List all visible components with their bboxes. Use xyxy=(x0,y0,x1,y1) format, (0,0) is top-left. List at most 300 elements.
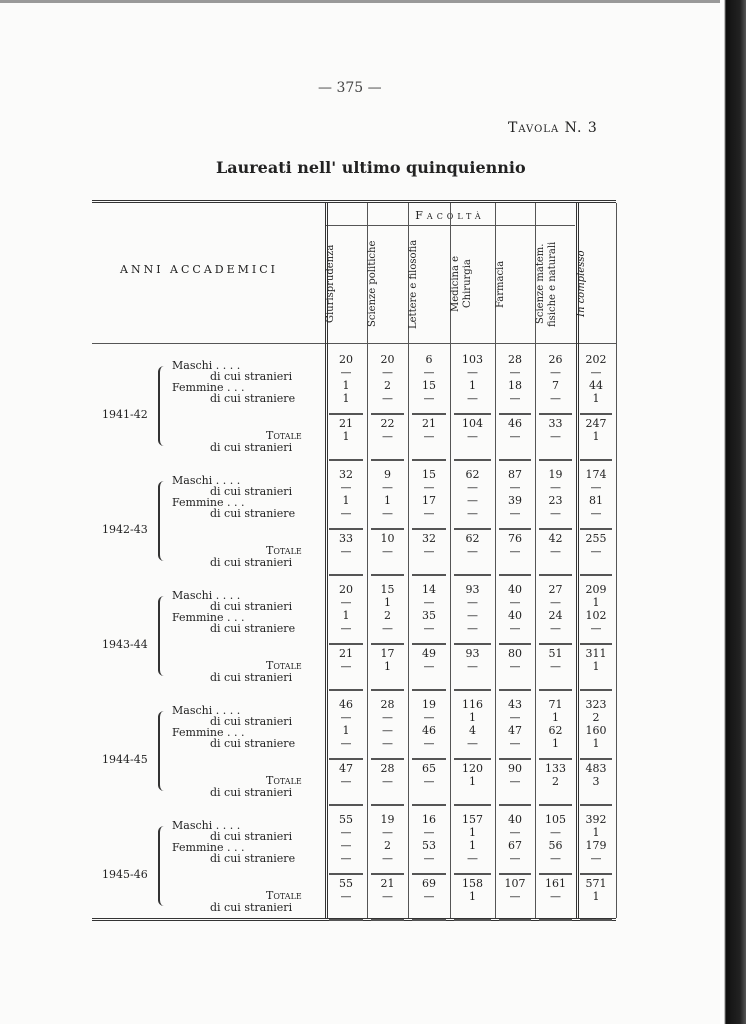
total-cell: 311 xyxy=(585,647,607,660)
academic-year: 1943-44 xyxy=(102,638,148,651)
row-label-total: Totale xyxy=(266,429,302,442)
table-cell: — xyxy=(590,622,602,635)
table-cell: 35 xyxy=(422,609,436,622)
total-cell: 483 xyxy=(585,762,607,775)
divider xyxy=(499,689,531,691)
academic-year: 1941-42 xyxy=(102,408,148,421)
table-cell: 323 xyxy=(585,698,607,711)
row-label-m: Maschi . . . . xyxy=(172,589,241,602)
divider xyxy=(454,643,491,645)
divider xyxy=(412,574,446,576)
total-cell: 93 xyxy=(465,647,480,660)
total-cell: 1 xyxy=(342,430,350,443)
divider xyxy=(329,574,363,576)
total-cell: 158 xyxy=(462,877,483,890)
table-cell: 7 xyxy=(552,379,559,392)
divider xyxy=(539,804,572,806)
table-cell: — xyxy=(382,826,393,839)
divider xyxy=(539,574,572,576)
divider xyxy=(371,919,404,921)
table-cell: 32 xyxy=(339,468,353,481)
table-cell: — xyxy=(340,826,352,839)
table-cell: 1 xyxy=(469,839,476,852)
divider xyxy=(539,413,572,415)
total-cell: 571 xyxy=(585,877,607,890)
table-cell: — xyxy=(509,366,521,379)
total-cell: — xyxy=(509,890,521,903)
table-cell: 1 xyxy=(469,379,476,392)
total-cell: 21 xyxy=(339,417,353,430)
table-cell: — xyxy=(509,852,521,865)
table-cell: — xyxy=(590,366,602,379)
total-cell: 55 xyxy=(339,877,353,890)
divider xyxy=(371,413,404,415)
divider xyxy=(371,528,404,530)
table-cell: 1 xyxy=(384,494,391,507)
total-cell: 1 xyxy=(592,660,600,673)
table-cell: 157 xyxy=(462,813,483,826)
total-cell: 28 xyxy=(380,762,395,775)
table-cell: 55 xyxy=(339,813,353,826)
table-cell: — xyxy=(550,852,561,865)
row-label-m: Maschi . . . . xyxy=(172,359,241,372)
table-cell: 179 xyxy=(585,839,607,852)
table-cell: 40 xyxy=(508,813,522,826)
table-cell: 1 xyxy=(552,737,559,750)
divider xyxy=(580,919,612,921)
divider xyxy=(580,643,612,645)
table-cell: — xyxy=(550,366,561,379)
divider xyxy=(329,643,363,645)
divider xyxy=(499,574,531,576)
row-label-total-foreign: di cui stranieri xyxy=(210,671,293,684)
table-cell: — xyxy=(423,852,435,865)
table-cell: 93 xyxy=(465,583,480,596)
row-label-fs: di cui straniere xyxy=(210,737,296,750)
table-cell: 102 xyxy=(585,609,607,622)
table-cell: — xyxy=(467,609,478,622)
divider xyxy=(454,804,491,806)
table-cell: 43 xyxy=(508,698,522,711)
table-cell: 20 xyxy=(339,583,353,596)
table-cell: — xyxy=(382,507,393,520)
table-cell: — xyxy=(382,737,393,750)
row-label-fs: di cui straniere xyxy=(210,622,296,635)
divider xyxy=(412,804,446,806)
total-cell: 1 xyxy=(469,890,476,903)
total-cell: 21 xyxy=(422,417,436,430)
row-label-total: Totale xyxy=(266,544,302,557)
total-cell: — xyxy=(550,545,561,558)
table-cell: — xyxy=(423,366,435,379)
table-cell: — xyxy=(382,622,393,635)
table-cell: 105 xyxy=(545,813,566,826)
total-cell: — xyxy=(509,660,521,673)
total-cell: 49 xyxy=(422,647,436,660)
divider xyxy=(412,459,446,461)
total-cell: 80 xyxy=(508,647,522,660)
table-cell: 1 xyxy=(592,737,600,750)
table-cell: 9 xyxy=(384,468,391,481)
total-cell: — xyxy=(467,430,478,443)
row-label-total-foreign: di cui stranieri xyxy=(210,556,293,569)
total-cell: 69 xyxy=(422,877,436,890)
total-cell: — xyxy=(550,660,561,673)
table-cell: — xyxy=(423,481,435,494)
total-cell: 33 xyxy=(339,532,353,545)
table-cell: — xyxy=(423,737,435,750)
table-cell: 18 xyxy=(508,379,522,392)
divider xyxy=(580,804,612,806)
total-cell: 46 xyxy=(508,417,522,430)
column-divider xyxy=(616,203,617,918)
table-cell: 16 xyxy=(422,813,436,826)
total-cell: — xyxy=(423,545,435,558)
table-cell: 19 xyxy=(548,468,563,481)
total-cell: — xyxy=(550,890,561,903)
divider xyxy=(539,873,572,875)
total-cell: — xyxy=(509,430,521,443)
brace-icon xyxy=(158,366,166,446)
row-label-m: Maschi . . . . xyxy=(172,704,241,717)
graduates-table xyxy=(92,200,616,921)
divider xyxy=(499,459,531,461)
table-cell: 62 xyxy=(548,724,563,737)
table-cell: — xyxy=(550,507,561,520)
table-cell: — xyxy=(340,839,352,852)
table-cell: 1 xyxy=(592,392,600,405)
table-cell: — xyxy=(509,596,521,609)
page-title: Laureati nell' ultimo quinquiennio xyxy=(216,158,526,177)
divider xyxy=(454,873,491,875)
table-cell: — xyxy=(467,392,478,405)
divider xyxy=(412,689,446,691)
divider xyxy=(329,804,363,806)
table-cell: — xyxy=(423,711,435,724)
scan-edge-top xyxy=(0,0,746,3)
total-cell: — xyxy=(340,775,352,788)
total-cell: 33 xyxy=(548,417,563,430)
divider xyxy=(499,413,531,415)
table-cell: 6 xyxy=(425,353,433,366)
total-cell: — xyxy=(382,890,393,903)
total-cell: 21 xyxy=(339,647,353,660)
total-cell: 1 xyxy=(592,890,600,903)
column-header: Giurisprudenza xyxy=(325,244,336,324)
table-cell: 40 xyxy=(508,609,522,622)
table-cell: 103 xyxy=(462,353,483,366)
table-cell: 1 xyxy=(592,826,600,839)
total-cell: 32 xyxy=(422,532,436,545)
table-cell: — xyxy=(550,596,561,609)
column-header: In complesso xyxy=(576,250,587,318)
divider xyxy=(371,689,404,691)
total-cell: 133 xyxy=(545,762,566,775)
total-cell: — xyxy=(382,430,393,443)
table-cell: 2 xyxy=(384,839,391,852)
table-cell: 40 xyxy=(508,583,522,596)
divider xyxy=(580,528,612,530)
total-cell: 3 xyxy=(592,775,600,788)
brace-icon xyxy=(158,481,166,561)
divider xyxy=(580,758,612,760)
divider xyxy=(329,873,363,875)
table-cell: 1 xyxy=(469,826,476,839)
total-cell: — xyxy=(423,660,435,673)
divider xyxy=(329,459,363,461)
table-cell: 2 xyxy=(384,379,391,392)
total-cell: 1 xyxy=(592,430,600,443)
table-cell: — xyxy=(467,481,478,494)
table-cell: 1 xyxy=(342,609,350,622)
table-cell: 46 xyxy=(339,698,353,711)
total-cell: 120 xyxy=(462,762,483,775)
divider xyxy=(412,919,446,921)
table-cell: — xyxy=(382,852,393,865)
row-label-total-foreign: di cui stranieri xyxy=(210,441,293,454)
table-label: Tavola N. 3 xyxy=(508,120,598,136)
table-cell: 1 xyxy=(342,392,350,405)
total-cell: — xyxy=(382,545,393,558)
column-header: Farmacia xyxy=(495,260,506,308)
table-cell: 174 xyxy=(585,468,607,481)
table-cell: — xyxy=(423,596,435,609)
total-cell: 47 xyxy=(339,762,353,775)
table-cell: — xyxy=(382,724,393,737)
row-label-ms: di cui stranieri xyxy=(210,370,293,383)
divider xyxy=(371,873,404,875)
row-label-total: Totale xyxy=(266,659,302,672)
divider xyxy=(371,459,404,461)
divider xyxy=(92,343,616,344)
total-cell: 22 xyxy=(380,417,395,430)
table-cell: 1 xyxy=(342,724,350,737)
table-cell: — xyxy=(509,826,521,839)
total-cell: — xyxy=(590,545,602,558)
divider xyxy=(580,459,612,461)
row-label-fs: di cui straniere xyxy=(210,507,296,520)
total-cell: — xyxy=(509,545,521,558)
table-cell: — xyxy=(340,481,352,494)
table-cell: — xyxy=(467,507,478,520)
table-cell: — xyxy=(509,507,521,520)
academic-year: 1944-45 xyxy=(102,753,148,766)
table-cell: — xyxy=(423,392,435,405)
total-cell: — xyxy=(423,775,435,788)
row-label-total: Totale xyxy=(266,774,302,787)
table-cell: — xyxy=(423,826,435,839)
divider xyxy=(539,459,572,461)
total-cell: — xyxy=(340,890,352,903)
table-cell: — xyxy=(423,507,435,520)
table-cell: — xyxy=(382,366,393,379)
table-cell: 67 xyxy=(508,839,522,852)
row-label-f: Femmine . . . xyxy=(172,611,245,624)
table-cell: 392 xyxy=(585,813,607,826)
table-cell: — xyxy=(467,737,478,750)
row-label-m: Maschi . . . . xyxy=(172,474,241,487)
table-cell: — xyxy=(340,711,352,724)
table-cell: 20 xyxy=(380,353,395,366)
table-cell: 46 xyxy=(422,724,436,737)
scan-edge-right xyxy=(720,0,746,1024)
total-cell: — xyxy=(509,775,521,788)
divider xyxy=(580,413,612,415)
table-cell: 47 xyxy=(508,724,522,737)
row-label-m: Maschi . . . . xyxy=(172,819,241,832)
table-cell: 15 xyxy=(422,468,436,481)
total-cell: 51 xyxy=(548,647,563,660)
divider xyxy=(454,528,491,530)
row-label-f: Femmine . . . xyxy=(172,726,245,739)
divider xyxy=(412,413,446,415)
table-cell: 71 xyxy=(548,698,563,711)
column-header: Lettere e filosofia xyxy=(408,239,419,329)
table-cell: — xyxy=(340,366,352,379)
table-cell: — xyxy=(590,852,602,865)
divider xyxy=(499,528,531,530)
divider xyxy=(371,643,404,645)
divider xyxy=(539,528,572,530)
table-cell: 15 xyxy=(422,379,436,392)
total-cell: 2 xyxy=(552,775,559,788)
table-cell: — xyxy=(467,852,478,865)
row-label-ms: di cui stranieri xyxy=(210,485,293,498)
table-cell: 87 xyxy=(508,468,522,481)
total-cell: — xyxy=(423,890,435,903)
table-cell: 28 xyxy=(508,353,522,366)
table-cell: 20 xyxy=(339,353,353,366)
table-cell: — xyxy=(590,507,602,520)
total-cell: 76 xyxy=(508,532,522,545)
table-cell: 202 xyxy=(585,353,607,366)
divider xyxy=(499,758,531,760)
table-cell: — xyxy=(509,737,521,750)
brace-icon xyxy=(158,711,166,791)
table-cell: 23 xyxy=(548,494,563,507)
divider xyxy=(454,919,491,921)
years-column-header: ANNI ACCADEMICI xyxy=(120,263,278,276)
row-label-ms: di cui stranieri xyxy=(210,830,293,843)
table-cell: — xyxy=(340,622,352,635)
divider xyxy=(454,574,491,576)
table-cell: 28 xyxy=(380,698,395,711)
total-cell: 90 xyxy=(508,762,522,775)
divider xyxy=(580,873,612,875)
divider xyxy=(539,643,572,645)
row-label-ms: di cui stranieri xyxy=(210,600,293,613)
total-cell: 17 xyxy=(380,647,395,660)
table-cell: — xyxy=(423,622,435,635)
total-cell: — xyxy=(467,545,478,558)
row-label-f: Femmine . . . xyxy=(172,496,245,509)
table-cell: — xyxy=(340,507,352,520)
table-cell: — xyxy=(467,366,478,379)
divider xyxy=(539,689,572,691)
table-cell: 1 xyxy=(592,596,600,609)
divider xyxy=(580,574,612,576)
table-cell: — xyxy=(382,392,393,405)
divider xyxy=(454,459,491,461)
row-label-total: Totale xyxy=(266,889,302,902)
total-cell: — xyxy=(382,775,393,788)
divider xyxy=(539,919,572,921)
table-cell: 19 xyxy=(380,813,395,826)
table-cell: 27 xyxy=(548,583,563,596)
divider xyxy=(499,804,531,806)
table-cell: — xyxy=(590,481,602,494)
table-cell: 14 xyxy=(422,583,436,596)
table-cell: 17 xyxy=(422,494,436,507)
table-cell: 209 xyxy=(585,583,607,596)
table-cell: 56 xyxy=(548,839,563,852)
total-cell: — xyxy=(340,660,352,673)
table-cell: — xyxy=(550,481,561,494)
column-header: Medicina e Chirurgia xyxy=(450,255,473,313)
divider xyxy=(412,873,446,875)
academic-year: 1945-46 xyxy=(102,868,148,881)
divider xyxy=(371,758,404,760)
row-label-f: Femmine . . . xyxy=(172,381,245,394)
total-cell: 247 xyxy=(585,417,607,430)
divider xyxy=(329,758,363,760)
table-cell: — xyxy=(467,494,478,507)
table-cell: — xyxy=(340,737,352,750)
table-cell: — xyxy=(509,392,521,405)
table-cell: — xyxy=(550,826,561,839)
table-cell: 15 xyxy=(380,583,395,596)
table-cell: 1 xyxy=(552,711,559,724)
total-cell: 107 xyxy=(504,877,526,890)
divider xyxy=(412,528,446,530)
table-cell: 2 xyxy=(384,609,391,622)
divider xyxy=(539,758,572,760)
faculty-group-header: Facoltà xyxy=(415,209,485,222)
total-cell: 65 xyxy=(422,762,436,775)
total-cell: 255 xyxy=(585,532,607,545)
academic-year: 1942-43 xyxy=(102,523,148,536)
total-cell: 161 xyxy=(545,877,566,890)
total-cell: 21 xyxy=(380,877,395,890)
divider xyxy=(329,919,363,921)
divider xyxy=(329,528,363,530)
table-cell: 19 xyxy=(422,698,436,711)
row-label-fs: di cui straniere xyxy=(210,852,296,865)
total-cell: — xyxy=(340,545,352,558)
table-cell: 160 xyxy=(585,724,607,737)
column-header: Scienze politiche xyxy=(367,240,378,328)
table-cell: — xyxy=(340,852,352,865)
divider xyxy=(454,689,491,691)
table-cell: 1 xyxy=(384,596,391,609)
divider xyxy=(499,919,531,921)
column-header: Scienze matem. fisiche e naturali xyxy=(535,241,558,327)
divider xyxy=(499,873,531,875)
page-number: — 375 — xyxy=(318,80,382,96)
brace-icon xyxy=(158,826,166,906)
table-cell: 44 xyxy=(589,379,603,392)
divider xyxy=(371,574,404,576)
row-label-fs: di cui straniere xyxy=(210,392,296,405)
row-label-f: Femmine . . . xyxy=(172,841,245,854)
divider xyxy=(412,758,446,760)
row-label-total-foreign: di cui stranieri xyxy=(210,901,293,914)
table-cell: — xyxy=(509,711,521,724)
brace-icon xyxy=(158,596,166,676)
divider xyxy=(329,689,363,691)
table-cell: 4 xyxy=(469,724,476,737)
divider xyxy=(329,413,363,415)
